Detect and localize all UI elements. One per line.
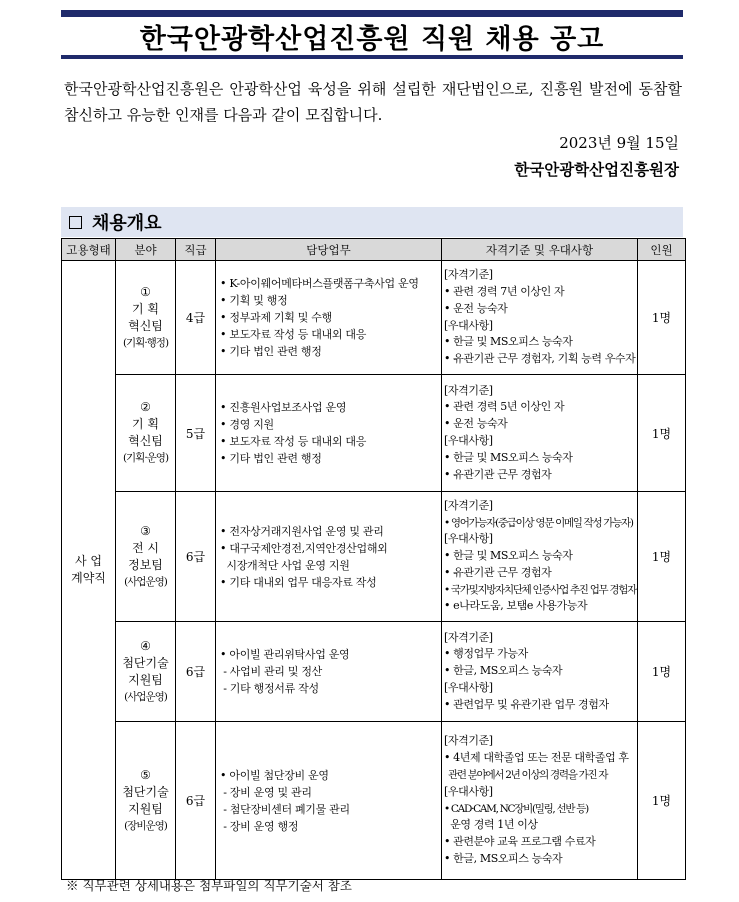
- header-count: 인원: [638, 239, 686, 261]
- field-cell: [116, 722, 176, 880]
- grade-cell: 6급: [176, 622, 216, 722]
- table-header-row: [62, 239, 686, 261]
- qualification-item: [우대사항]: [444, 680, 493, 694]
- qualification-item: • 유관기관 근무 경험자: [444, 467, 552, 481]
- qualification-item: • 운전 능숙자: [444, 301, 508, 315]
- field-subtitle: (장비운영): [124, 819, 167, 832]
- header-field: 분야: [116, 239, 176, 261]
- qualification-item: [우대사항]: [444, 784, 493, 798]
- qualification-item: [자격기준]: [444, 498, 493, 512]
- qualifications-cell: [442, 722, 638, 880]
- duty-item: • 아이빌 관리위탁사업 운영: [220, 648, 350, 661]
- count-cell: 1명: [638, 722, 686, 880]
- duty-item: • 전자상거래지원사업 운영 및 관리: [220, 524, 384, 538]
- field-name-line2: 지원팀: [128, 801, 163, 816]
- field-number: ⑤: [140, 767, 151, 782]
- count-cell: 1명: [638, 492, 686, 622]
- grade-cell: 4급: [176, 261, 216, 375]
- duty-item: • 진흥원사업보조사업 운영: [220, 401, 347, 414]
- grade-cell: 6급: [176, 492, 216, 622]
- grade-cell: 6급: [176, 722, 216, 880]
- qualification-item: [자격기준]: [444, 383, 493, 397]
- field-number: ④: [140, 638, 151, 653]
- organization-signature: 한국안광학산업진흥원장: [514, 160, 679, 179]
- field-subtitle: (기획·운영): [122, 452, 169, 464]
- qualification-item: • 관련분야 교육 프로그램 수료자: [444, 835, 596, 849]
- field-name-line1: 첨단기술: [122, 784, 169, 799]
- recruitment-table: [61, 238, 686, 880]
- qualification-item: 관련 분야에서 2년 이상의 경력을 가진 자: [444, 768, 608, 781]
- field-name-line2: 지원팀: [128, 672, 163, 687]
- field-name-line2: 혁신팀: [128, 434, 163, 448]
- duty-item: • 보도자료 작성 등 대내외 대응: [220, 435, 367, 448]
- count-cell: 1명: [638, 261, 686, 375]
- table-row: [62, 261, 686, 375]
- grade-cell: 5급: [176, 375, 216, 492]
- table-row: [62, 492, 686, 622]
- title-bar: [61, 10, 683, 59]
- field-number: ②: [140, 400, 151, 414]
- table-row: [62, 722, 686, 880]
- count-cell: 1명: [638, 622, 686, 722]
- count-cell: 1명: [638, 375, 686, 492]
- qualifications-cell: [442, 261, 638, 375]
- field-number: ③: [140, 523, 151, 538]
- qualification-item: • 유관기관 근무 경험자, 기획 능력 우수자: [444, 352, 636, 366]
- intro-text: 한국안광학산업진흥원은 안광학산업 육성을 위해 설립한 재단법인으로, 진흥원 발전에 동참할 참신하고 유능한 인재를 다음과 같이 모집합니다.: [64, 80, 682, 124]
- employment-type-cell: [62, 261, 116, 880]
- table-row: [62, 622, 686, 722]
- header-employment-type: 고용형태: [62, 239, 116, 261]
- field-subtitle: (사업운영): [124, 575, 167, 588]
- header-duties: 담당업무: [216, 239, 442, 261]
- field-subtitle: (기획·행정): [122, 336, 169, 349]
- qualifications-cell: [442, 622, 638, 722]
- qualification-item: • 관련 경력 5년 이상인 자: [444, 400, 565, 414]
- duty-item: 시장개척단 사업 운영 지원: [220, 558, 350, 572]
- duties-cell: [216, 622, 442, 722]
- duty-item: • 경영 지원: [220, 418, 274, 431]
- duty-item: • 기획 및 행정: [220, 294, 288, 307]
- qualification-item: • 한글, MS오피스 능숙자: [444, 664, 563, 678]
- field-subtitle: (사업운영): [124, 690, 167, 703]
- qualification-item: • 한글 및 MS오피스 능숙자: [444, 549, 573, 563]
- field-number: ①: [140, 284, 151, 299]
- qualification-item: • 운전 능숙자: [444, 417, 508, 431]
- qualification-item: [자격기준]: [444, 268, 493, 282]
- field-name-line1: 전 시: [132, 540, 159, 555]
- qualification-item: [자격기준]: [444, 734, 493, 748]
- field-name-line1: 기 획: [132, 301, 159, 316]
- field-name-line2: 정보팀: [128, 557, 163, 572]
- duties-cell: [216, 261, 442, 375]
- qualification-item: 운영 경력 1년 이상: [444, 818, 538, 832]
- page-title: 한국안광학산업진흥원 직원 채용 공고: [139, 23, 605, 55]
- duty-item: - 기타 행정서류 작성: [220, 682, 319, 695]
- field-cell: [116, 492, 176, 622]
- qualification-item: • 관련 경력 7년 이상인 자: [444, 284, 565, 298]
- duty-item: • 보도자료 작성 등 대내외 대응: [220, 328, 367, 341]
- duty-item: - 장비 운영 및 관리: [220, 785, 312, 799]
- section-title: 채용개요: [92, 213, 162, 234]
- qualification-item: [우대사항]: [444, 532, 493, 546]
- section-header: [61, 207, 683, 237]
- duty-item: • 아이빌 첨단장비 운영: [220, 768, 329, 782]
- qualification-item: • 4년제 대학졸업 또는 전문 대학졸업 후: [444, 751, 629, 765]
- duties-cell: [216, 492, 442, 622]
- duties-cell: [216, 722, 442, 880]
- field-name-line1: 기 획: [132, 417, 159, 431]
- employment-type-text: 사 업 계약직: [71, 554, 106, 585]
- table-row: [62, 375, 686, 492]
- qualification-item: [자격기준]: [444, 630, 493, 644]
- duty-item: - 장비 운영 행정: [220, 819, 299, 833]
- qualification-item: • CAD·CAM, NC장비(밀링, 선반 등): [444, 802, 588, 815]
- duty-item: • 기타 대내외 업무 대응자료 작성: [220, 575, 377, 589]
- qualification-item: • 관련업무 및 유관기관 업무 경험자: [444, 697, 609, 711]
- qualification-item: • e나라도움, 보탬e 사용가능자: [444, 599, 588, 613]
- duty-item: - 첨단장비센터 폐기물 관리: [220, 802, 350, 816]
- qualifications-cell: [442, 492, 638, 622]
- duties-cell: [216, 375, 442, 492]
- qualification-item: • 한글 및 MS오피스 능숙자: [444, 450, 573, 464]
- field-name-line1: 첨단기술: [122, 655, 169, 670]
- duty-item: • K-아이웨어메타버스플랫폼구축사업 운영: [220, 277, 419, 290]
- qualification-item: • 국가및지방자치단체 인증사업 추진 업무 경험자: [444, 583, 636, 596]
- qualification-item: • 한글 및 MS오피스 능숙자: [444, 335, 573, 349]
- qualification-item: • 영어가능자(중급이상 영문 이메일 작성 가능자): [444, 516, 633, 529]
- qualification-item: • 한글, MS오피스 능숙자: [444, 851, 563, 865]
- footnote: ※ 직무관련 상세내용은 첨부파일의 직무기술서 참조: [66, 878, 352, 893]
- field-cell: [116, 375, 176, 492]
- duty-item: - 사업비 관리 및 정산: [220, 665, 323, 678]
- qualification-item: [우대사항]: [444, 434, 493, 447]
- qualification-item: • 행정업무 가능자: [444, 647, 528, 661]
- duty-item: • 대구국제안경전,지역안경산업해외: [220, 541, 388, 555]
- field-cell: [116, 261, 176, 375]
- header-qualifications: 자격기준 및 우대사항: [442, 239, 638, 261]
- duty-item: • 정부과제 기획 및 수행: [220, 311, 332, 324]
- duty-item: • 기타 법인 관련 행정: [220, 452, 322, 465]
- field-cell: [116, 622, 176, 722]
- duty-item: • 기타 법인 관련 행정: [220, 345, 322, 358]
- header-grade: 직급: [176, 239, 216, 261]
- square-bullet-icon: [69, 216, 82, 229]
- qualification-item: [우대사항]: [444, 318, 493, 332]
- announcement-date: 2023년 9월 15일: [559, 134, 679, 152]
- qualifications-cell: [442, 375, 638, 492]
- qualification-item: • 유관기관 근무 경험자: [444, 565, 552, 579]
- field-name-line2: 혁신팀: [128, 318, 163, 333]
